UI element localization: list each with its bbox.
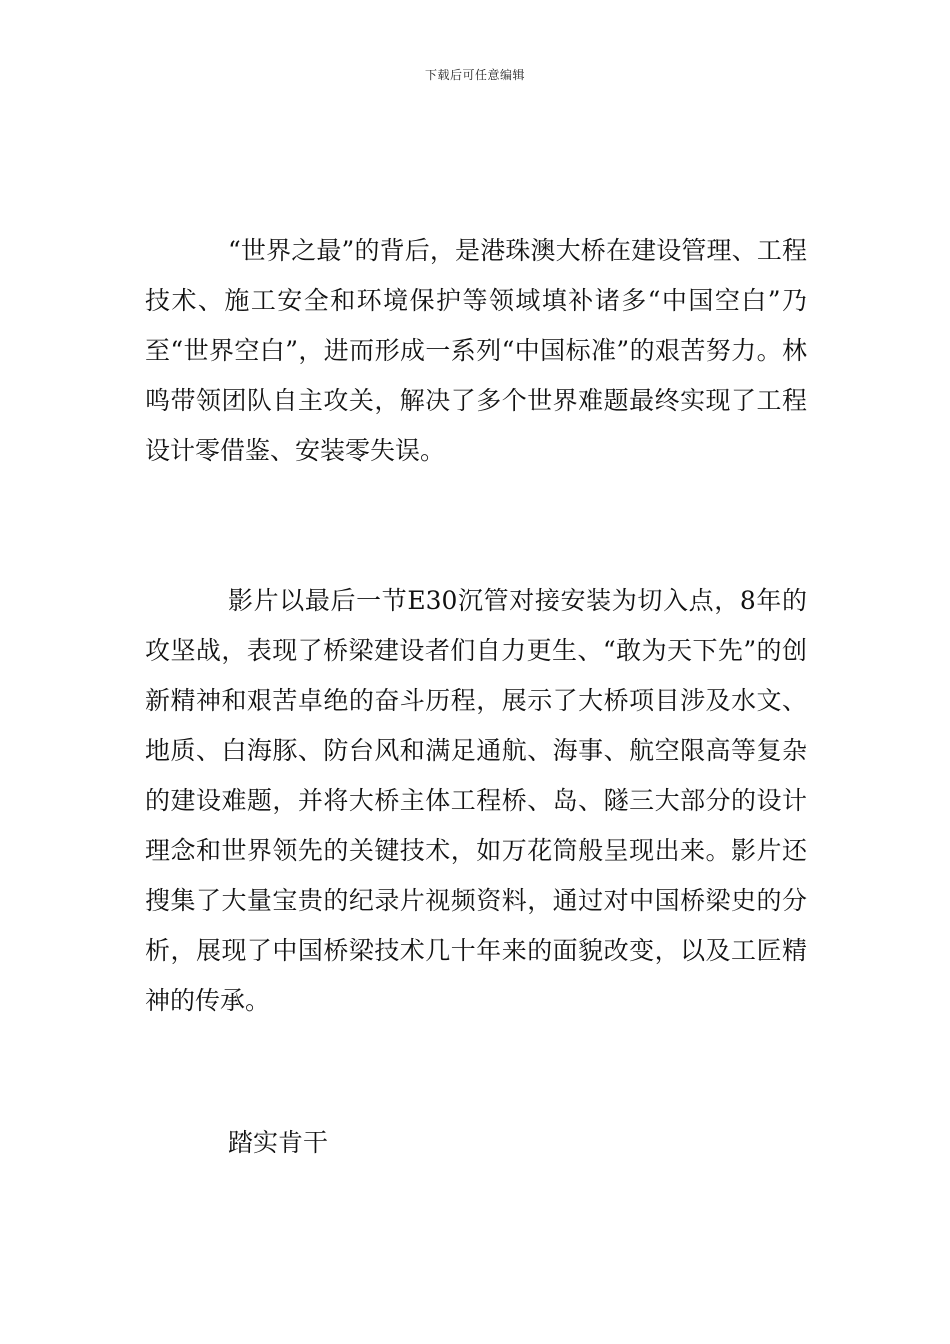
- page-header-note: 下载后可任意编辑: [424, 68, 525, 82]
- paragraph-1: “世界之最”的背后，是港珠澳大桥在建设管理、工程技术、施工安全和环境保护等领域填补诸多“中国空白”乃至“世界空白”，进而形成一系列“中国标准”的艰苦努力。林鸣带领团队自主攻关，解决了多个世界难题最终实现了工程设计零借鉴、安装零失误。: [145, 236, 807, 465]
- section-heading-block: [145, 1118, 807, 1168]
- paragraph-2-block: [145, 576, 807, 1026]
- section-heading: 踏实肯干: [228, 1128, 329, 1157]
- paragraph-1-block: [145, 226, 807, 476]
- paragraph-2: 影片以最后一节E30沉管对接安装为切入点，8年的攻坚战，表现了桥梁建设者们自力更生、“敢为天下先”的创新精神和艰苦卓绝的奋斗历程，展示了大桥项目涉及水文、地质、白海豚、防台风和满足通航、海事、航空限高等复杂的建设难题，并将大桥主体工程桥、岛、隧三大部分的设计理念和世界领先的关键技术，如万花筒般呈现出来。影片还搜集了大量宝贵的纪录片视频资料，通过对中国桥梁史的分析，展现了中国桥梁技术几十年来的面貌改变，以及工匠精神的传承。: [145, 586, 807, 1015]
